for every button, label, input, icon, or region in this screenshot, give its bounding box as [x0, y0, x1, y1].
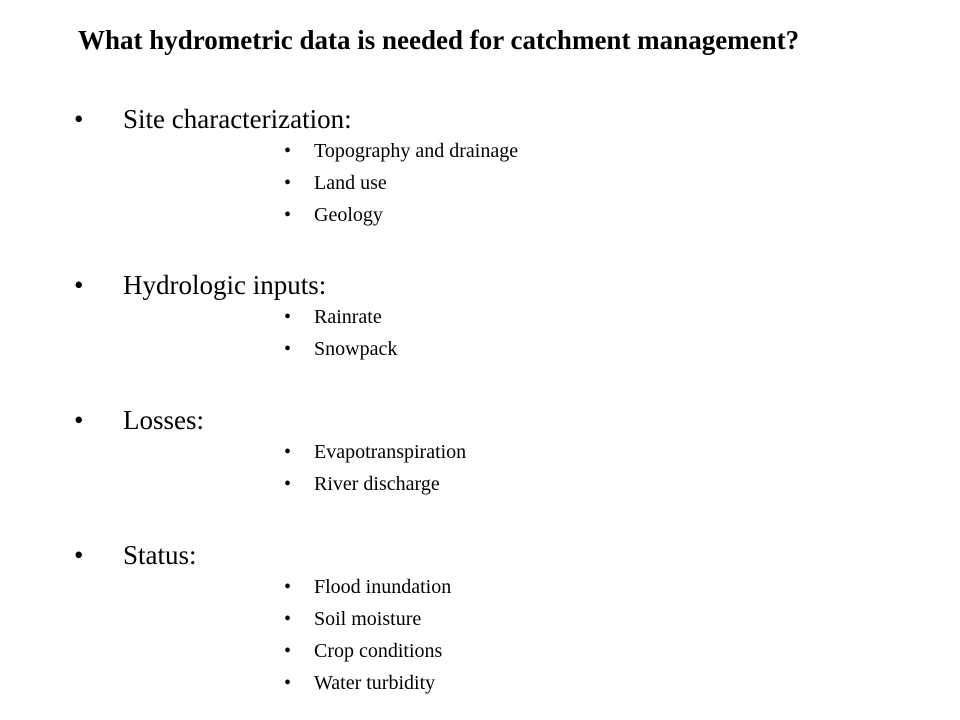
list-item: [0, 468, 960, 500]
section-site-characterization: [0, 103, 960, 231]
list-item-text: Evapotranspiration: [314, 441, 467, 463]
list-item: [0, 667, 960, 699]
bullet-icon: •: [284, 172, 292, 194]
list-item: [0, 167, 960, 199]
list-item-text: Land use: [314, 172, 387, 194]
bullet-icon: •: [284, 338, 292, 360]
list-item: [0, 333, 960, 365]
list-item: [0, 603, 960, 635]
slide-title: What hydrometric data is needed for catchment management?: [78, 25, 800, 55]
list-item-text: Topography and drainage: [314, 140, 519, 162]
section-heading: Status:: [123, 540, 197, 570]
list-item: [0, 199, 960, 231]
list-item: [0, 635, 960, 667]
list-item-text: Water turbidity: [314, 672, 436, 694]
bullet-icon: •: [74, 405, 84, 435]
list-item-text: River discharge: [314, 473, 440, 495]
bullet-icon: •: [284, 640, 292, 662]
list-item-text: Crop conditions: [314, 640, 443, 662]
section-heading-row: [0, 539, 960, 571]
list-item: [0, 135, 960, 167]
sub-list: [0, 301, 960, 365]
section-status: [0, 539, 960, 699]
list-item: [0, 436, 960, 468]
list-item-text: Flood inundation: [314, 576, 452, 598]
bullet-icon: •: [284, 608, 292, 630]
bullet-icon: •: [284, 140, 292, 162]
section-heading: Site characterization:: [123, 104, 352, 134]
bullet-icon: •: [284, 441, 292, 463]
bullet-icon: •: [74, 104, 84, 134]
sub-list: [0, 135, 960, 231]
bullet-icon: •: [74, 270, 84, 300]
section-heading-row: [0, 103, 960, 135]
bullet-icon: •: [284, 473, 292, 495]
sub-list: [0, 571, 960, 699]
section-heading-row: [0, 269, 960, 301]
bullet-icon: •: [284, 576, 292, 598]
bullet-icon: •: [284, 306, 292, 328]
list-item-text: Rainrate: [314, 306, 382, 328]
section-heading: Hydrologic inputs:: [123, 270, 327, 300]
bullet-icon: •: [74, 540, 84, 570]
section-heading: Losses:: [123, 405, 204, 435]
bullet-icon: •: [284, 204, 292, 226]
list-item-text: Snowpack: [314, 338, 398, 360]
section-hydrologic-inputs: [0, 269, 960, 365]
sub-list: [0, 436, 960, 500]
list-item-text: Soil moisture: [314, 608, 422, 630]
list-item: [0, 301, 960, 333]
section-losses: [0, 404, 960, 500]
bullet-icon: •: [284, 672, 292, 694]
section-heading-row: [0, 404, 960, 436]
list-item-text: Geology: [314, 204, 383, 226]
list-item: [0, 571, 960, 603]
